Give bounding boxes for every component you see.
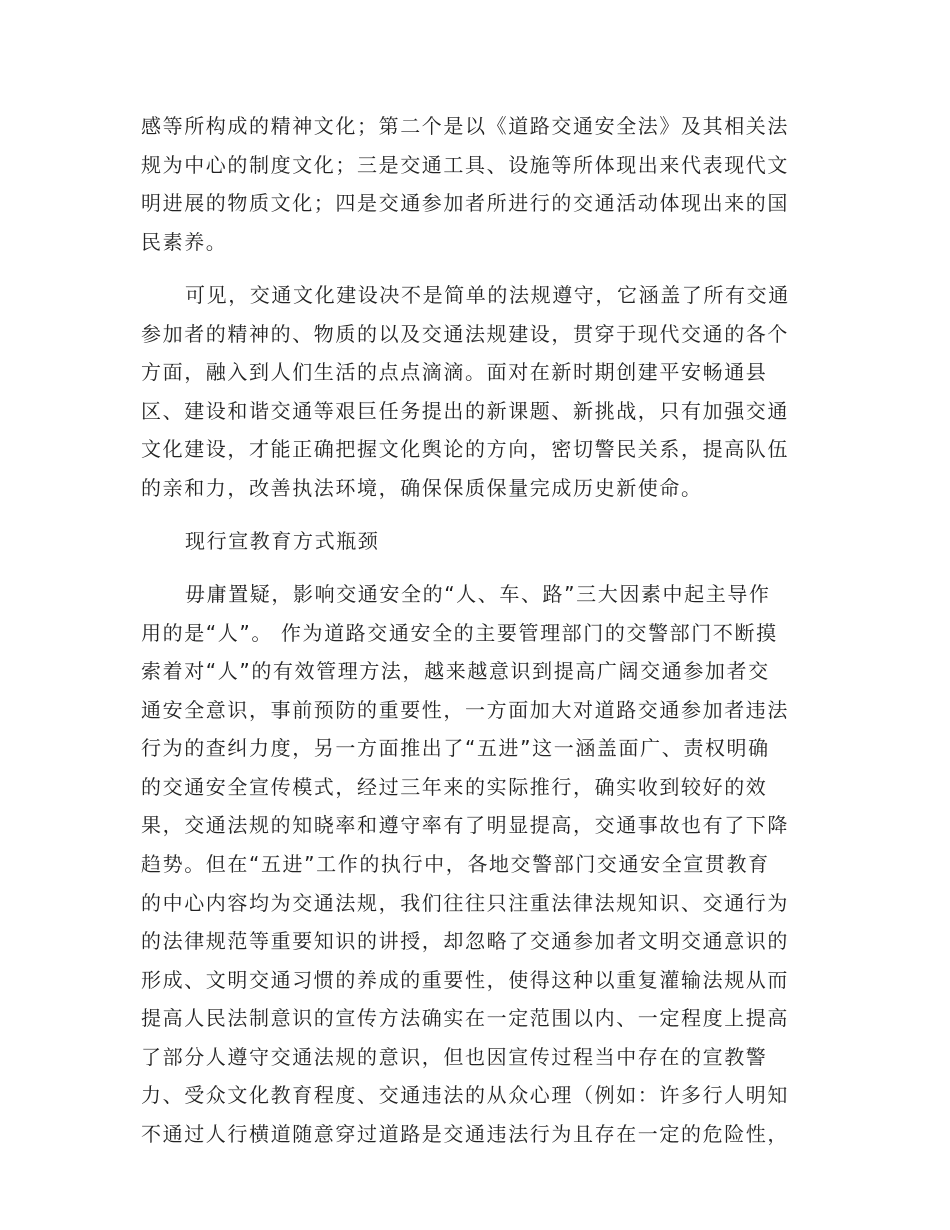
text-line: 民素养。 [141,230,228,254]
text-line: 明进展的物质文化；四是交通参加者所进行的交通活动体现出来的国 [141,191,789,215]
text-line: 提高人民法制意识的宣传方法确实在一定范围以内、一定程度上提高 [141,1006,789,1030]
text-line: 力、受众文化教育程度、交通违法的从众心理（例如：许多行人明知 [141,1083,789,1107]
text-line: 行为的查纠力度，另一方面推出了“五进”这一涵盖面广、责权明确 [141,736,770,760]
text-line: 的中心内容均为交通法规，我们往往只注重法律法规知识、交通行为 [141,891,789,915]
text-line: 规为中心的制度文化；三是交通工具、设施等所体现出来代表现代文 [141,153,789,177]
text-line: 文化建设，才能正确把握文化舆论的方向，密切警民关系，提高队伍 [141,437,789,461]
text-line: 了部分人遵守交通法规的意识，但也因宣传过程当中存在的宣教警 [141,1045,768,1069]
text-line: 可见，交通文化建设决不是简单的法规遵守，它涵盖了所有交通 [185,283,790,307]
text-line: 趋势。但在“五进”工作的执行中，各地交警部门交通安全宣贯教育 [141,852,770,876]
text-line: 的亲和力，改善执法环境，确保保质保量完成历史新使命。 [141,476,703,500]
text-line: 方面，融入到人们生活的点点滴滴。面对在新时期创建平安畅通县 [141,360,768,384]
text-line: 不通过人行横道随意穿过道路是交通违法行为且存在一定的危险性， [141,1122,789,1146]
text-line: 感等所构成的精神文化；第二个是以《道路交通安全法》及其相关法 [141,114,789,138]
text-line: 毋庸置疑，影响交通安全的“人、车、路”三大因素中起主导作 [185,582,771,606]
text-line: 的法律规范等重要知识的讲授，却忽略了交通参加者文明交通意识的 [141,929,789,953]
text-line: 的交通安全宣传模式，经过三年来的实际推行，确实收到较好的效 [141,775,768,799]
text-line: 参加者的精神的、物质的以及交通法规建设，贯穿于现代交通的各个 [141,322,789,346]
text-line: 形成、文明交通习惯的养成的重要性，使得这种以重复灌输法规从而 [141,968,789,992]
section-heading: 现行宣教育方式瓶颈 [185,529,380,553]
text-line: 区、建设和谐交通等艰巨任务提出的新课题、新挑战，只有加强交通 [141,399,789,423]
text-line: 用的是“人”。 作为道路交通安全的主要管理部门的交警部门不断摸 [141,621,778,645]
text-line: 通安全意识，事前预防的重要性，一方面加大对道路交通参加者违法 [141,698,789,722]
text-line: 果，交通法规的知晓率和遵守率有了明显提高，交通事故也有了下降 [141,813,789,837]
text-line: 索着对“人”的有效管理方法，越来越意识到提高广阔交通参加者交 [141,659,770,683]
